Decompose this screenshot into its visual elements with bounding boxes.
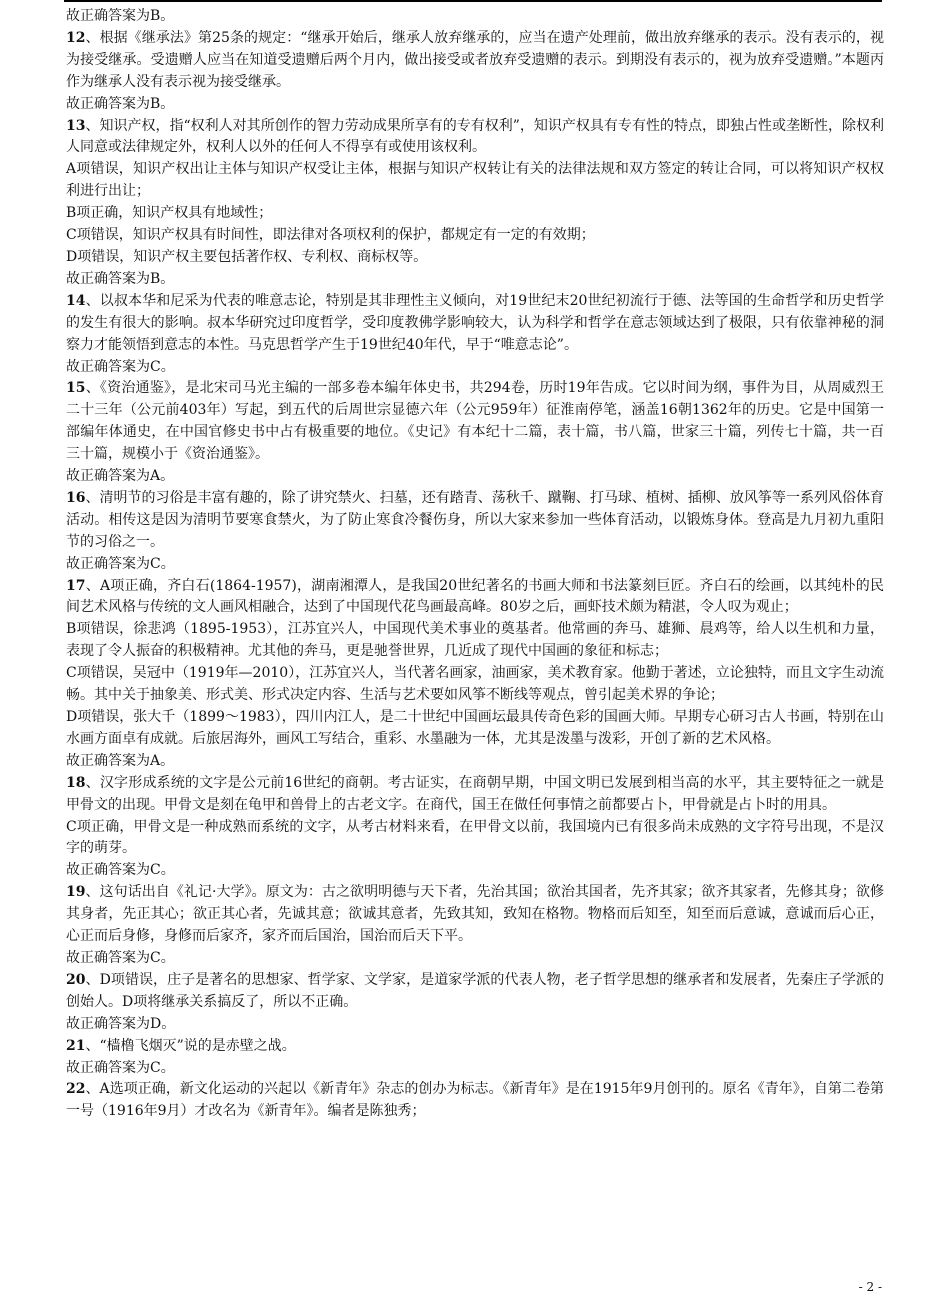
paragraph-text: 故正确答案为C。: [66, 949, 175, 966]
paragraph-text: 故正确答案为C。: [66, 1059, 175, 1076]
question-explanation: [66, 28, 884, 94]
question-explanation: [66, 488, 884, 554]
explanation-line: [66, 1014, 884, 1036]
paragraph-text: 故正确答案为B。: [66, 8, 175, 24]
paragraph-text: 故正确答案为C。: [66, 862, 175, 879]
page-number: - 2 -: [858, 1280, 882, 1294]
explanation-line: [66, 203, 884, 225]
paragraph-text: B项错误，徐悲鸿（1895-1953），江苏宜兴人，中国现代美术事业的奠基者。他常画的奔马、雄狮、晨鸡等，给人以生机和力量，表现了令人振奋的积极精神。尤其他的奔马，更是驰誉世界，几近成了现代中国画的象征和标志；: [66, 621, 884, 660]
explanation-line: [66, 466, 884, 488]
question-number: 18: [66, 774, 86, 791]
explanation-line: [66, 948, 884, 970]
explanation-line: [66, 6, 884, 28]
question-number: 13: [66, 117, 86, 134]
paragraph-text: 、“樯橹飞烟灭”说的是赤壁之战。: [85, 1037, 296, 1054]
explanation-line: [66, 751, 884, 773]
paragraph-text: 、这句话出自《礼记·大学》。原文为：古之欲明明德与天下者，先治其国；欲治其国者，先齐其家；欲齐其家者，先修其身；欲修其身者，先正其心；欲正其心者，先诚其意；欲诚其意者，先致其知，致知在格物。物格而后知至，知至而后意诚，意诚而后心正，心正而后身修，身修而后家齐，家齐而后国治，国治而后天下平。: [66, 884, 884, 945]
paragraph-text: C项错误，吴冠中（1919年—2010），江苏宜兴人，当代著名画家，油画家，美术教育家。他勤于著述，立论独特，而且文字生动流畅。其中关于抽象美、形式美、形式决定内容、生活与艺术要如风筝不断线等观点，曾引起美术界的争论；: [66, 665, 884, 704]
paragraph-text: 、A项正确，齐白石(1864-1957)，湖南湘潭人，是我国20世纪著名的书画大师和书法篆刻巨匠。齐白石的绘画，以其纯朴的民间艺术风格与传统的文人画风相融合，达到了中国现代花鸟画最高峰。80岁之后，画虾技术颇为精湛，令人叹为观止；: [66, 577, 884, 616]
explanation-line: [66, 817, 884, 861]
question-explanation: [66, 970, 884, 1014]
paragraph-text: 、《资治通鉴》，是北宋司马光主编的一部多卷本编年体史书，共294卷，历时19年告成。它以时间为纲，事件为目，从周威烈王二十三年（公元前403年）写起，到五代的后周世宗显德六年（公元959年）征淮南停笔，涵盖16朝1362年的历史。它是中国第一部编年体通史，在中国官修史书中占有极重要的地位。《史记》有本纪十二篇，表十篇，书八篇，世家三十篇，列传七十篇，共一百三十篇，规模小于《资治通鉴》。: [66, 380, 884, 463]
explanation-line: [66, 225, 884, 247]
question-explanation: [66, 773, 884, 817]
question-explanation: [66, 291, 884, 357]
paragraph-text: 故正确答案为B。: [66, 270, 175, 287]
paragraph-text: 、以叔本华和尼采为代表的唯意志论，特别是其非理性主义倾向，对19世纪末20世纪初流行于德、法等国的生命哲学和历史哲学的发生有很大的影响。叔本华研究过印度哲学，受印度教佛学影响较大，认为科学和哲学在意志领域达到了极限，只有依靠神秘的洞察力才能领悟到意志的本性。马克思哲学产生于19世纪40年代，早于“唯意志论”。: [66, 292, 884, 353]
explanation-line: [66, 1058, 884, 1080]
question-number: 21: [66, 1037, 86, 1054]
explanation-line: [66, 94, 884, 116]
explanation-line: [66, 269, 884, 291]
explanation-line: [66, 554, 884, 576]
document-body: [66, 6, 884, 1123]
question-number: 16: [66, 489, 86, 506]
paragraph-text: 故正确答案为B。: [66, 95, 175, 112]
paragraph-text: 、D项错误，庄子是著名的思想家、哲学家、文学家，是道家学派的代表人物，老子哲学思想的继承者和发展者，先秦庄子学派的创始人。D项将继承关系搞反了，所以不正确。: [66, 971, 884, 1010]
explanation-line: [66, 247, 884, 269]
paragraph-text: B项正确，知识产权具有地域性；: [66, 205, 273, 222]
question-explanation: [66, 378, 884, 466]
paragraph-text: 、知识产权，指“权利人对其所创作的智力劳动成果所享有的专有权利”，知识产权具有专有性的特点，即独占性或垄断性，除权利人同意或法律规定外，权利人以外的任何人不得享有或使用该权利。: [66, 117, 884, 156]
paragraph-text: 、清明节的习俗是丰富有趣的，除了讲究禁火、扫墓，还有踏青、荡秋千、蹴鞠、打马球、植树、插柳、放风筝等一系列风俗体育活动。相传这是因为清明节要寒食禁火，为了防止寒食冷餐伤身，所以大家来参加一些体育活动，以锻炼身体。登高是九月初九重阳节的习俗之一。: [66, 489, 884, 550]
paragraph-text: C项错误，知识产权具有时间性，即法律对各项权利的保护，都规定有一定的有效期；: [66, 227, 595, 244]
question-explanation: [66, 116, 884, 160]
question-explanation: [66, 576, 884, 620]
explanation-line: [66, 619, 884, 663]
question-number: 22: [66, 1081, 86, 1098]
question-explanation: [66, 1036, 884, 1058]
paragraph-text: D项错误，知识产权主要包括著作权、专利权、商标权等。: [66, 248, 428, 265]
question-number: 20: [66, 971, 86, 988]
paragraph-text: 故正确答案为C。: [66, 358, 175, 375]
top-rule: [64, 0, 882, 2]
paragraph-text: 故正确答案为A。: [66, 752, 175, 769]
paragraph-text: 故正确答案为C。: [66, 555, 175, 572]
question-number: 19: [66, 884, 86, 901]
paragraph-text: D项错误，张大千（1899～1983），四川内江人，是二十世纪中国画坛最具传奇色彩的国画大师。早期专心研习古人书画，特别在山水画方面卓有成就。后旅居海外，画风工写结合，重彩、水墨融为一体，尤其是泼墨与泼彩，开创了新的艺术风格。: [66, 709, 884, 747]
paragraph-text: 故正确答案为D。: [66, 1015, 176, 1032]
explanation-line: [66, 860, 884, 882]
explanation-line: [66, 707, 884, 751]
paragraph-text: C项正确，甲骨文是一种成熟而系统的文字，从考古材料来看，在甲骨文以前，我国境内已有很多尚未成熟的文字符号出现，不是汉字的萌芽。: [66, 818, 884, 857]
question-explanation: [66, 882, 884, 948]
question-explanation: [66, 1079, 884, 1123]
paragraph-text: 、根据《继承法》第25条的规定：“继承开始后，继承人放弃继承的，应当在遗产处理前，做出放弃继承的表示。没有表示的，视为接受继承。受遗赠人应当在知道受遗赠后两个月内，做出接受或者放弃受遗赠的表示。到期没有表示的，视为放弃受遗赠。”本题丙作为继承人没有表示视为接受继承。: [66, 29, 884, 90]
question-number: 15: [66, 380, 86, 397]
paragraph-text: 故正确答案为A。: [66, 468, 175, 485]
explanation-line: [66, 663, 884, 707]
question-number: 17: [66, 577, 86, 594]
paragraph-text: A项错误，知识产权出让主体与知识产权受让主体，根据与知识产权转让有关的法律法规和双方签定的转让合同，可以将知识产权权利进行出让；: [66, 161, 884, 200]
explanation-line: [66, 357, 884, 379]
paragraph-text: 、A选项正确，新文化运动的兴起以《新青年》杂志的创办为标志。《新青年》是在1915年9月创刊的。原名《青年》，自第二卷第一号（1916年9月）才改名为《新青年》。编者是陈独秀；: [66, 1081, 884, 1120]
question-number: 12: [66, 29, 86, 46]
explanation-line: [66, 159, 884, 203]
question-number: 14: [66, 292, 86, 309]
paragraph-text: 、汉字形成系统的文字是公元前16世纪的商朝。考古证实，在商朝早期，中国文明已发展到相当高的水平，其主要特征之一就是甲骨文的出现。甲骨文是刻在龟甲和兽骨上的古老文字。在商代，国王在做任何事情之前都要占卜，甲骨就是占卜时的用具。: [66, 774, 884, 813]
